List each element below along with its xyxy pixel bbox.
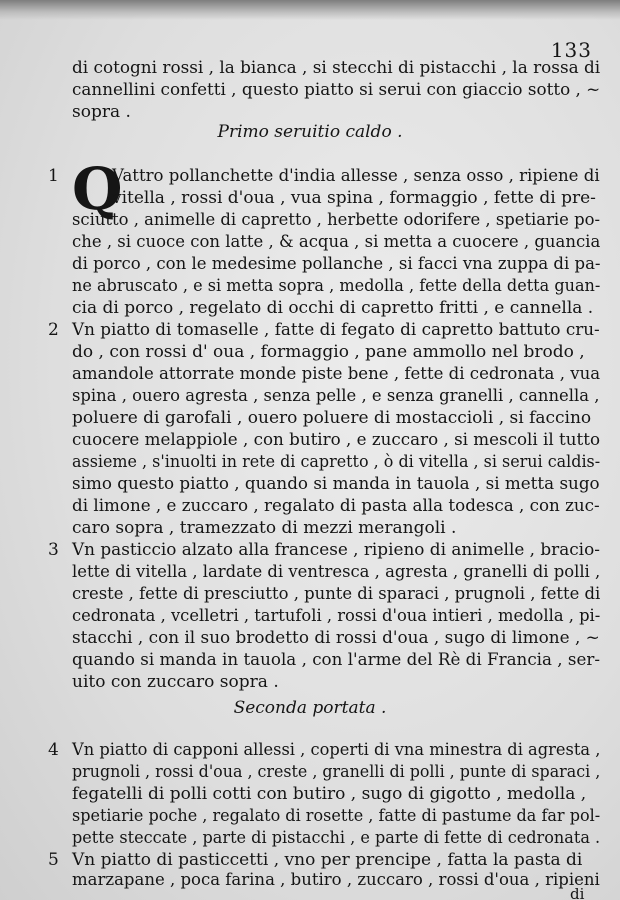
text-line: poluere di garofali , ouero poluere di mostaccioli , si faccino [72, 408, 592, 428]
text-line: do , con rossi d' oua , formaggio , pane ammollo nel brodo , [72, 342, 585, 362]
drop-cap: Q [72, 155, 123, 223]
catchword: di [570, 885, 585, 900]
text-line: ne abruscato , e si metta sopra , medolla , fette della detta guan- [72, 276, 601, 296]
text-line: sopra . [72, 102, 131, 122]
text-line: Vn piatto di tomaselle , fatte di fegato di capretto battuto cru- [72, 320, 600, 340]
text-line: cuocere melappiole , con butiro , e zuccaro , si mescoli il tutto [72, 430, 601, 450]
text-line: quando si manda in tauola , con l'arme del Rè di Francia , ser- [72, 650, 601, 670]
text-line: cia di porco , regelato di occhi di capretto fritti , e cannella . [72, 298, 594, 318]
item-number: 3 [48, 540, 59, 560]
text-line: cannellini confetti , questo piatto si serui con giaccio sotto , ~ [72, 80, 601, 100]
text-line: simo questo piatto , quando si manda in tauola , si metta sugo [72, 474, 600, 494]
text-line: spetiarie poche , regalato di rosette , fatte di pastume da far pol- [72, 806, 601, 826]
section-heading: Seconda portata . [233, 698, 387, 718]
text-line: uito con zuccaro sopra . [72, 672, 279, 692]
text-line: assieme , s'inuolti in rete di capretto , ò di vitella , si serui caldis- [72, 452, 601, 472]
text-line: stacchi , con il suo brodetto di rossi d'oua , sugo di limone , ~ [72, 628, 600, 648]
text-line: fegatelli di polli cotti con butiro , sugo di gigotto , medolla , [72, 784, 587, 804]
text-line: cedronata , vcelletri , tartufoli , rossi d'oua intieri , medolla , pi- [72, 606, 601, 626]
text-line: di cotogni rossi , la bianca , si stecchi di pistacchi , la rossa di [72, 58, 601, 78]
text-line: Vn piatto di capponi allessi , coperti di vna minestra di agresta , [72, 740, 601, 760]
text-line: di porco , con le medesime pollanche , si facci vna zuppa di pa- [72, 254, 601, 274]
text-line: che , si cuoce con latte , & acqua , si metta a cuocere , guancia [72, 232, 601, 252]
text-line: prugnoli , rossi d'oua , creste , granelli di polli , punte di sparaci , [72, 762, 601, 782]
item-number: 2 [48, 320, 59, 340]
text-line: amandole attorrate monde piste bene , fette di cedronata , vua [72, 364, 601, 384]
section-heading: Primo seruitio caldo . [217, 122, 403, 142]
text-line: sciutto , animelle di capretto , herbette odorifere , spetiarie po- [72, 210, 601, 230]
text-line: spina , ouero agresta , senza pelle , e senza granelli , cannella , [72, 386, 600, 406]
text-line: Vn pasticcio alzato alla francese , ripieno di animelle , bracio- [72, 540, 600, 560]
text-line: lette di vitella , lardate di ventresca , agresta , granelli di polli , [72, 562, 601, 582]
item-number: 1 [48, 166, 59, 186]
item-number: 4 [48, 740, 59, 760]
text-line: di limone , e zuccaro , regalato di pasta alla todesca , con zuc- [72, 496, 600, 516]
text-line: vitella , rossi d'oua , vua spina , formaggio , fette di pre- [112, 188, 596, 208]
text-line: marzapane , poca farina , butiro , zuccaro , rossi d'oua , ripieni [72, 870, 600, 890]
item-number: 5 [48, 850, 59, 870]
text-line: Vattro pollanchette d'india allesse , senza osso , ripiene di [112, 166, 600, 186]
text-line: Vn piatto di pasticcetti , vno per prencipe , fatta la pasta di [72, 850, 583, 870]
page-number: 133 [550, 38, 592, 62]
text-line: caro sopra , tramezzato di mezzi merangoli . [72, 518, 457, 538]
text-line: creste , fette di presciutto , punte di sparaci , prugnoli , fette di [72, 584, 601, 604]
text-line: pette steccate , parte di pistacchi , e parte di fette di cedronata . [72, 828, 601, 848]
